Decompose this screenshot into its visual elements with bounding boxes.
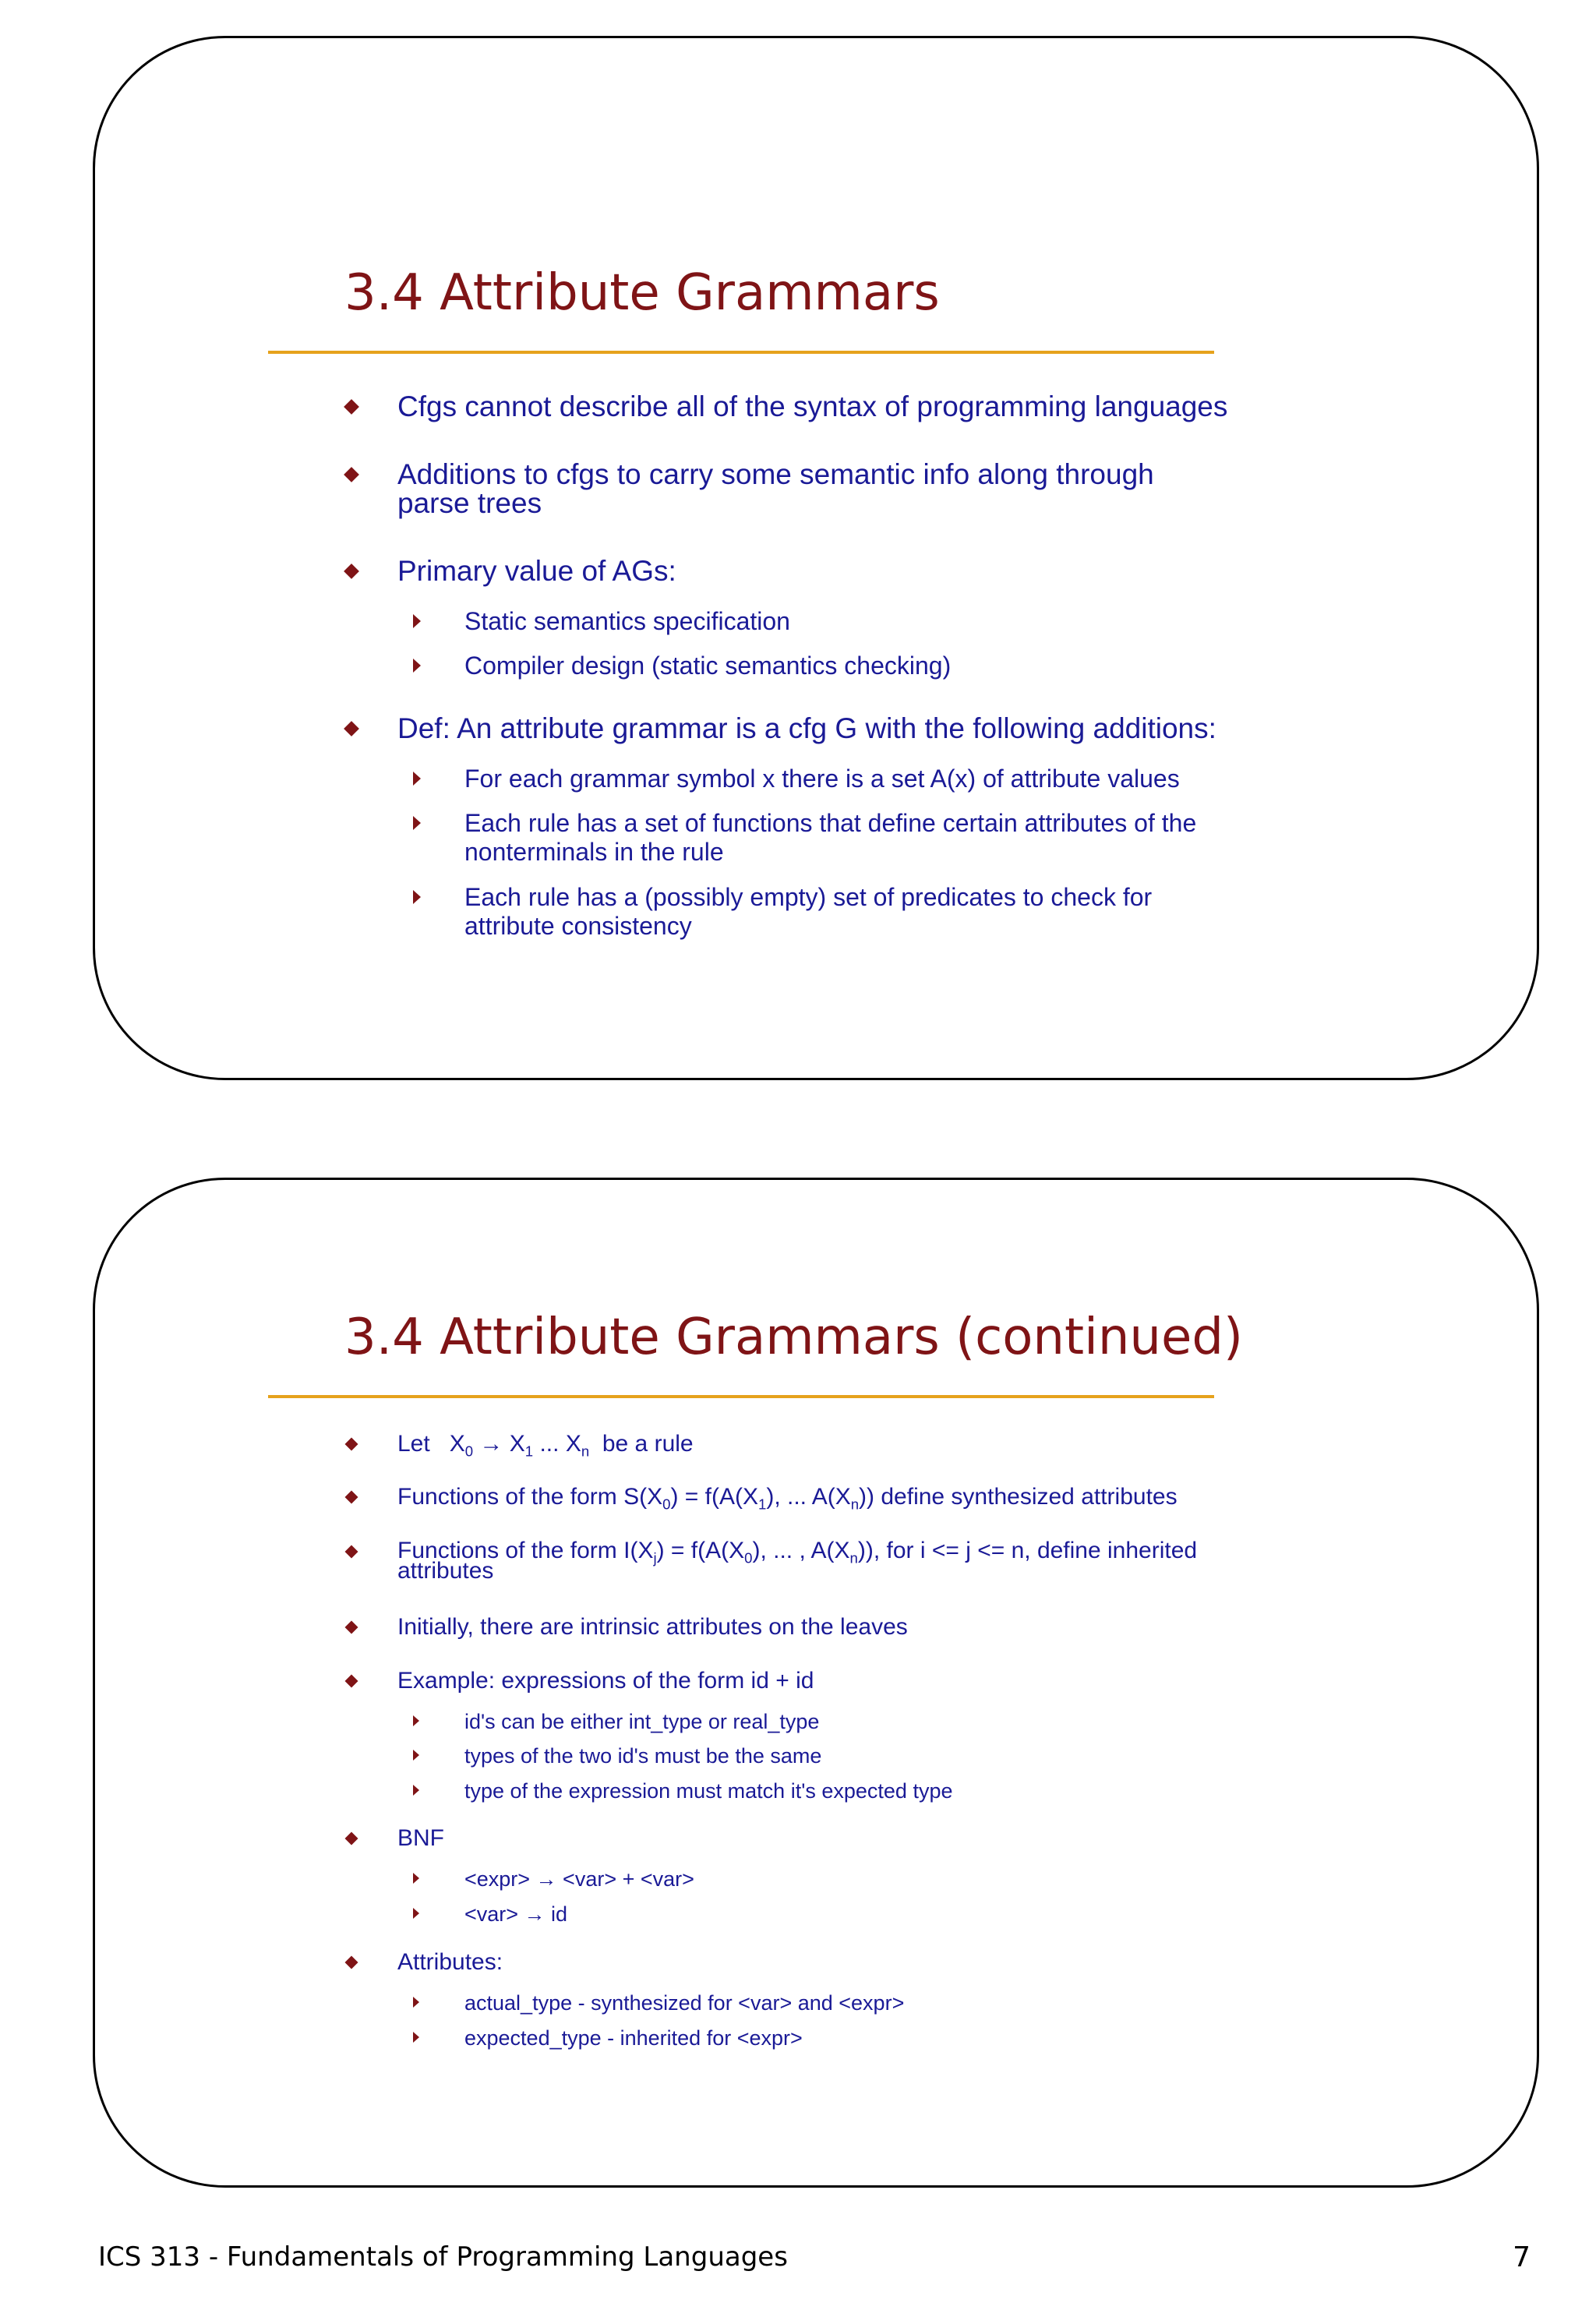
triangle-bullet-icon [413, 890, 421, 904]
triangle-bullet-icon [413, 1750, 419, 1761]
diamond-bullet-icon [345, 1832, 358, 1846]
triangle-bullet-icon [413, 614, 421, 628]
slide-2-title: 3.4 Attribute Grammars (continued) [344, 1309, 1243, 1366]
diamond-bullet-icon [345, 1545, 358, 1559]
title-underline [268, 1395, 1214, 1398]
triangle-bullet-icon [413, 1873, 419, 1884]
triangle-bullet-icon [413, 2032, 419, 2043]
diamond-bullet-icon [345, 1621, 358, 1634]
triangle-bullet-icon [413, 772, 421, 786]
diamond-bullet-icon [344, 399, 359, 415]
title-underline [268, 351, 1214, 354]
diamond-bullet-icon [345, 1438, 358, 1451]
slide-1: 3.4 Attribute Grammars Cfgs cannot describe all of the syntax of programming languages Additions to cfgs to carry some semantic info along through parse trees Primary value of AGs: Static semantics specification Compiler design (static semantics checking) Def: An attribute grammar is a cfg G with the following additions: For each grammar symbol x there is a set A(x) of attribute values Each rule has a set of functions that define certain attributes of the nonterminals in the rule Each rule has a (possibly empty) set of predicates to check for attribute consistency [93, 36, 1539, 1080]
diamond-bullet-icon [345, 1956, 358, 1969]
triangle-bullet-icon [413, 1908, 419, 1919]
triangle-bullet-icon [413, 816, 421, 830]
diamond-bullet-icon [345, 1675, 358, 1688]
triangle-bullet-icon [413, 1785, 419, 1796]
diamond-bullet-icon [344, 721, 359, 736]
inherited-definition: Functions of the form $I(X_j) = f(A(X_0)$, ... , $A(X_n)$), for i <= j <= n, define inherited attributes [397, 1538, 1198, 1584]
slide-2: 3.4 Attribute Grammars (continued) Let $X_0 \to X_1$ ... $X_n$ be a rule Functions of the form $S(X_0) = f(A(X_1)$, ... $A(X_n)$) define synthesized attributes Functions of the form $I(X_j) = f(A(X_0)$, ... , $A(X_n)$), for i <= j <= n, define inherited attributes Initially, there are intrinsic attributes on the leaves Example: expressions of the form id + id id's can be either int_type or real_type types of the two id's must be the same type of the expression must match it's expected type BNF <expr> → <var> + <var> <var> → id Attributes: actual_type - synthesized for <var> and <expr> expected_type - inherited for <expr> [93, 1178, 1539, 2188]
diamond-bullet-icon [344, 467, 359, 482]
footer-course-name: ICS 313 - Fundamentals of Programming Languages [98, 2241, 788, 2273]
triangle-bullet-icon [413, 1997, 419, 2008]
page-number: 7 [1513, 2241, 1531, 2273]
triangle-bullet-icon [413, 659, 421, 673]
diamond-bullet-icon [345, 1491, 358, 1504]
synthesized-definition: Functions of the form $S(X_0) = f(A(X_1)$, ... $A(X_n)$) define synthesized attributes [397, 1484, 1178, 1513]
triangle-bullet-icon [413, 1715, 419, 1726]
rule-definition: Let $X_0 \to X_1$ ... $X_n$ be a rule [397, 1431, 694, 1460]
diamond-bullet-icon [344, 563, 359, 579]
slide-1-title: 3.4 Attribute Grammars [344, 264, 940, 322]
